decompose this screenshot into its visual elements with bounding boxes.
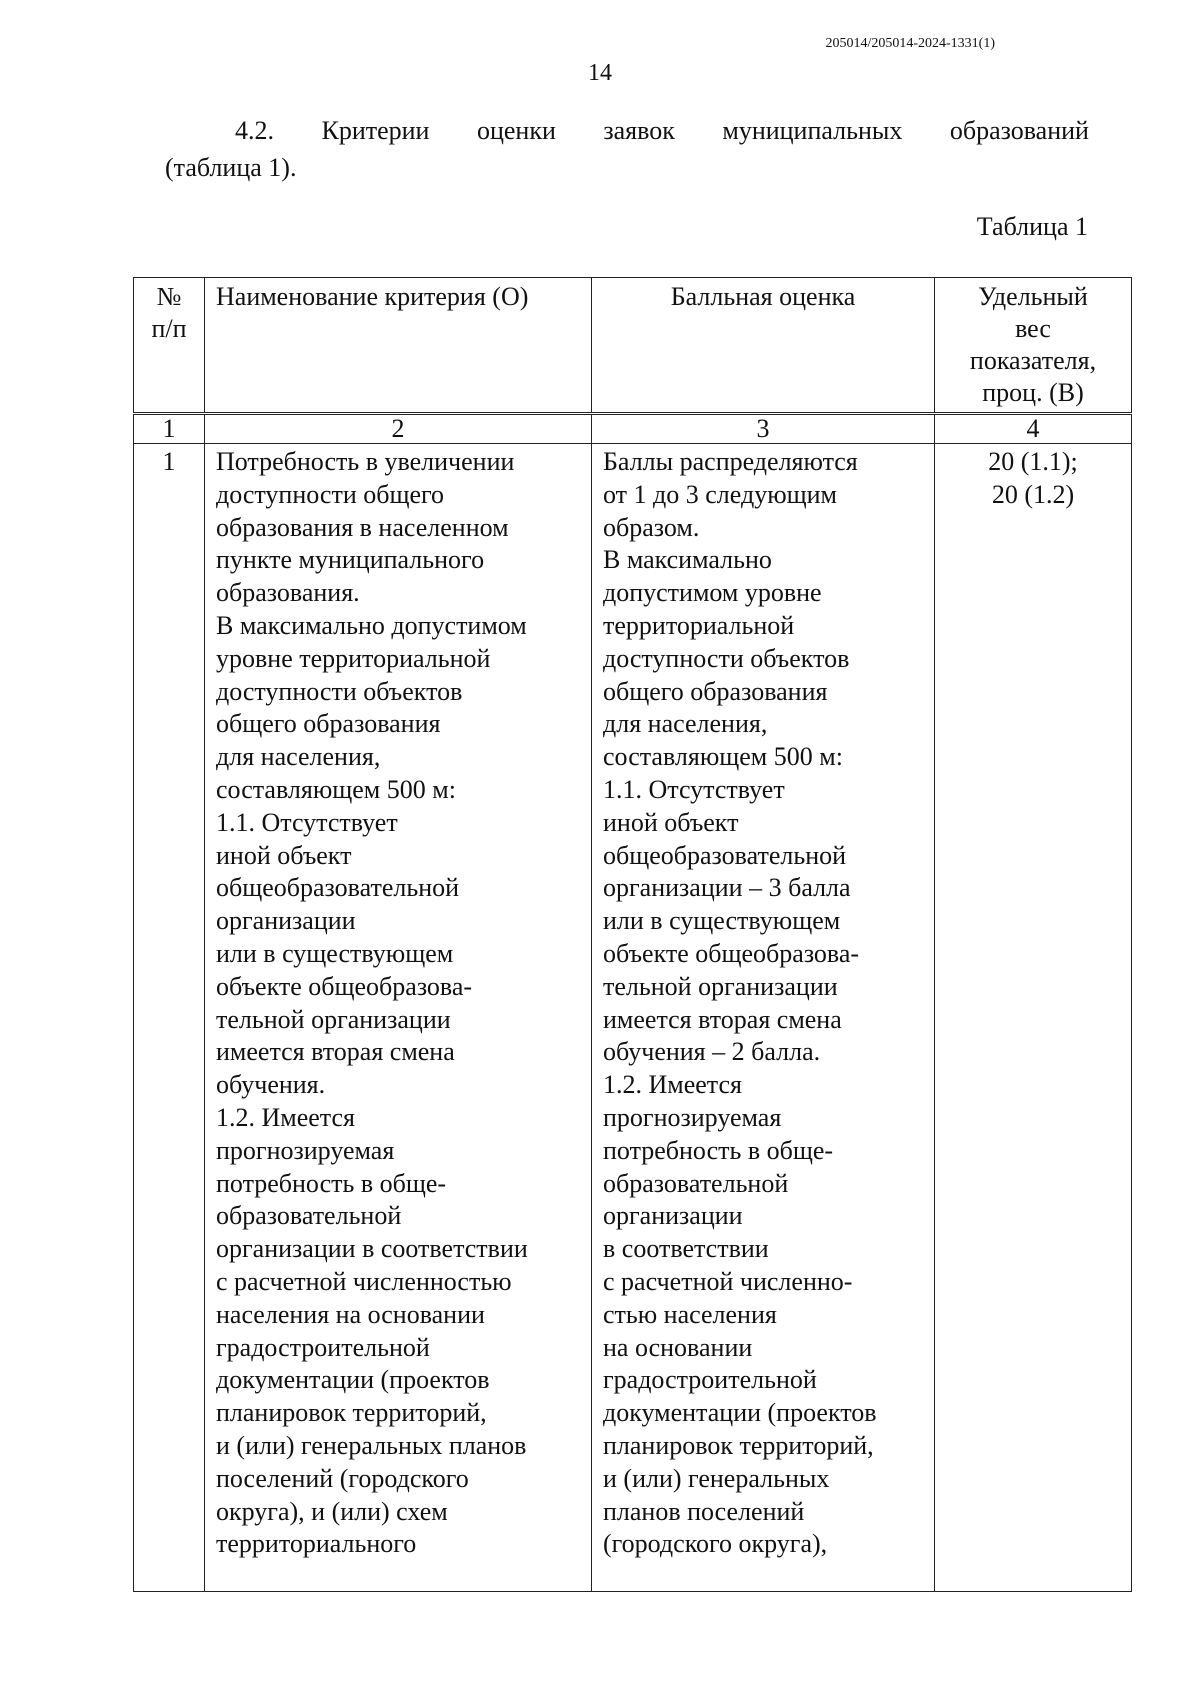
header-score: Балльная оценка [592,278,935,414]
intro-word: Критерии [321,116,430,145]
criterion-line: организации [216,906,356,936]
score-line: организации [603,1201,743,1231]
score-line: от 1 до 3 следующим [603,479,837,509]
score-cell [592,444,935,1592]
score-line: или в существующем [603,906,841,936]
score-line: 1.1. Отсутствует [603,774,785,804]
row-number: 1 [134,444,205,1592]
score-line: тельной организации [603,971,838,1001]
score-line: имеется вторая смена [603,1004,842,1034]
score-line: организации – 3 балла [603,873,851,903]
criteria-table [133,277,1132,1592]
criterion-line: территориального [216,1529,417,1559]
intro-word: муниципальных [722,116,903,145]
criterion-line: объекте общеобразова- [216,971,473,1001]
criterion-line: обучения. [216,1070,326,1100]
header-number-line: № [156,282,182,311]
score-line: 1.2. Имеется [603,1070,742,1100]
criterion-line: образования. [216,578,360,608]
criterion-line: доступности объектов [216,676,463,706]
criterion-cell [205,444,592,1592]
criterion-line: населения на основании [216,1299,485,1329]
criterion-line: с расчетной численностью [216,1266,512,1296]
criterion-line: округа), и (или) схем [216,1496,448,1526]
criterion-line: образовательной [216,1201,402,1231]
header-weight-line: показателя, [969,346,1097,375]
score-line: градостроительной [603,1365,817,1395]
score-line: документации (проектов [603,1398,877,1428]
score-line: объекте общеобразова- [603,938,860,968]
intro-line-2: (таблица 1). [165,153,297,182]
criterion-line: планировок территорий, [216,1398,487,1428]
criterion-line: 1.2. Имеется [216,1102,355,1132]
score-line: планов поселений [603,1496,805,1526]
criterion-line: общего образования [216,709,441,739]
score-line: обучения – 2 балла. [603,1037,821,1067]
score-line: стью населения [603,1299,777,1329]
criterion-line: общеобразовательной [216,873,460,903]
column-number: 2 [205,414,592,444]
table-caption: Таблица 1 [976,212,1088,241]
intro-word: 4.2. [235,116,274,145]
score-line: и (или) генеральных [603,1463,830,1493]
header-weight [935,278,1132,414]
score-line: образом. [603,512,700,542]
criterion-line: составляющем 500 м: [216,774,456,804]
criterion-line: доступности общего [216,479,445,509]
score-line: допустимом уровне [603,578,822,608]
header-weight-line: Удельный [978,282,1088,311]
score-line: составляющем 500 м: [603,742,843,772]
criterion-line: 1.1. Отсутствует [216,807,398,837]
column-number: 1 [134,414,205,444]
intro-word: заявок [603,116,675,145]
criterion-line: потребность в обще- [216,1168,447,1198]
criterion-line: уровне территориальной [216,643,491,673]
score-line: территориальной [603,610,795,640]
intro-word: образований [949,116,1089,145]
score-line: в соответствии [603,1234,769,1264]
criterion-line: тельной организации [216,1004,451,1034]
criterion-line: поселений (городского [216,1463,469,1493]
header-weight-line: вес [1015,314,1051,343]
header-criterion: Наименование критерия (О) [205,278,592,414]
score-line: общего образования [603,676,828,706]
section-intro [165,112,1089,186]
weight-cell [935,444,1132,1592]
score-line: для населения, [603,709,768,739]
header-number [134,278,205,414]
weight-line: 20 (1.1); [988,447,1078,476]
score-line: с расчетной численно- [603,1266,853,1296]
intro-line-1 [165,112,1089,149]
score-line: Баллы распределяются [603,447,858,476]
header-weight-line: проц. (В) [982,378,1084,407]
criterion-line: для населения, [216,742,381,772]
column-number: 3 [592,414,935,444]
criterion-line: и (или) генеральных планов [216,1430,527,1460]
document-id: 205014/205014-2024-1331(1) [825,36,995,51]
criterion-line: организации в соответствии [216,1234,528,1264]
score-line: потребность в обще- [603,1135,834,1165]
criterion-line: пункте муниципального [216,545,485,575]
intro-word: оценки [476,116,556,145]
header-number-line: п/п [151,314,187,343]
column-number: 4 [935,414,1132,444]
score-line: планировок территорий, [603,1430,874,1460]
criterion-line: Потребность в увеличении [216,447,515,476]
score-line: доступности объектов [603,643,850,673]
criterion-line: В максимально допустимом [216,610,527,640]
score-line: прогнозируемая [603,1102,782,1132]
score-line: (городского округа), [603,1529,828,1559]
table-row [134,444,1132,1592]
criterion-line: образования в населенном [216,512,509,542]
score-line: иной объект [603,807,739,837]
column-number-row [134,414,1132,444]
criterion-line: градостроительной [216,1332,430,1362]
criterion-line: прогнозируемая [216,1135,395,1165]
criterion-line: или в существующем [216,938,454,968]
table-header-row [134,278,1132,414]
score-line: В максимально [603,545,772,575]
score-line: на основании [603,1332,753,1362]
criterion-line: документации (проектов [216,1365,490,1395]
weight-line: 20 (1.2) [991,479,1075,509]
page-number: 14 [588,60,612,86]
criterion-line: имеется вторая смена [216,1037,455,1067]
score-line: общеобразовательной [603,840,847,870]
criterion-line: иной объект [216,840,352,870]
score-line: образовательной [603,1168,789,1198]
